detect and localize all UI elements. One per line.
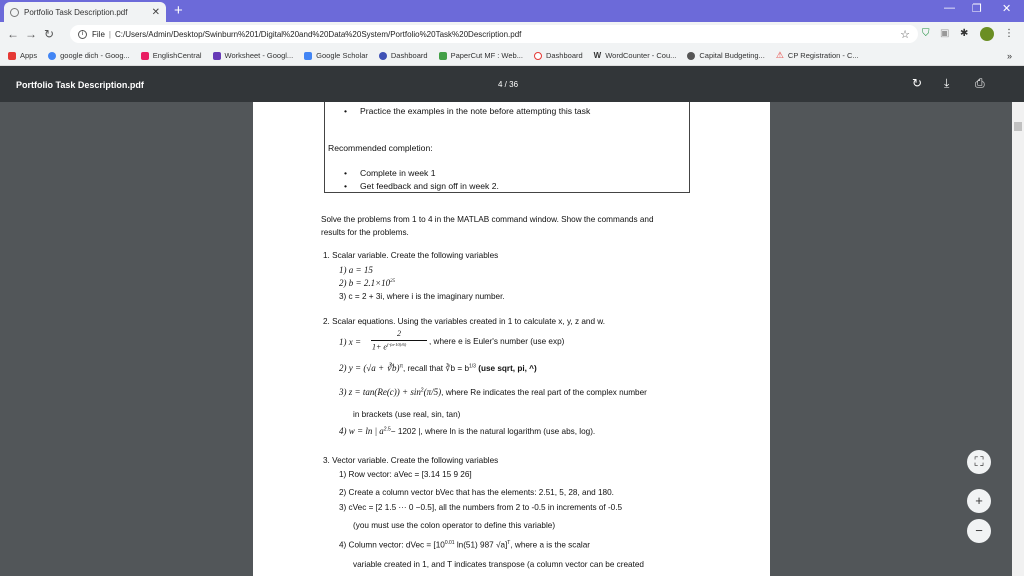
bookmark-label: Apps (20, 51, 38, 60)
q1-item-c: 3) c = 2 + 3i, where i is the imaginary number. (339, 292, 505, 301)
bookmark-label: Google Scholar (316, 51, 368, 60)
address-bar-row (0, 22, 1024, 46)
bookmark-label: Worksheet - Googl... (224, 51, 294, 60)
q2a-note: , where e is Euler's number (use exp) (429, 337, 565, 346)
tab-close-button[interactable]: ✕ (151, 6, 160, 18)
bookmark-item[interactable] (534, 51, 583, 60)
reload-icon[interactable]: ↻ (43, 27, 55, 41)
address-url: C:/Users/Admin/Desktop/Swinburn%201/Digital%20and%20Data%20System/Portfolio%20Task%20Description.pdf (114, 29, 522, 39)
minus-icon: − (975, 523, 983, 538)
cp-registration-icon: ⚠ (775, 50, 784, 60)
bookmark-item[interactable] (594, 51, 677, 60)
bookmark-label: PaperCut MF : Web... (450, 51, 523, 60)
q2a-numerator: 2 (397, 329, 401, 338)
bookmark-item[interactable] (8, 51, 37, 60)
rec-item-1: • Complete in week 1 (360, 168, 435, 178)
bookmark-item[interactable] (48, 51, 130, 60)
address-scheme: File (92, 29, 105, 39)
pdf-toolbar (0, 66, 1024, 102)
q2c-note: in brackets (use real, sin, tan) (353, 410, 461, 419)
new-tab-button[interactable]: + (174, 2, 183, 19)
fit-page-button[interactable] (967, 450, 991, 474)
question-3: 3. Vector variable. Create the following variables (323, 456, 499, 465)
bookmark-label: google dich - Goog... (60, 51, 130, 60)
bookmark-star-icon[interactable]: ☆ (900, 28, 910, 41)
bookmark-label: Dashboard (545, 51, 583, 60)
question-2: 2. Scalar equations. Using the variables created in 1 to calculate x, y, z and w. (323, 317, 606, 326)
download-icon[interactable]: ⤓ (944, 76, 950, 90)
maximize-button[interactable]: ❐ (972, 3, 982, 15)
shield-extension-icon[interactable]: ⛉ (922, 28, 930, 39)
profile-avatar[interactable] (980, 27, 994, 41)
dashboard-icon (379, 52, 387, 60)
rotate-icon[interactable]: ↻ (912, 76, 923, 90)
extensions-puzzle-icon[interactable]: ✱ (960, 28, 969, 39)
q2-item-d: 4) w = ln | $a^{2.5}- 1202$ |, where ln is the natural logarithm (use abs, log). (339, 426, 596, 436)
info-icon[interactable]: i (78, 30, 87, 39)
recommended-heading: Recommended completion: (328, 143, 433, 153)
bookmark-item[interactable] (141, 51, 202, 60)
pdf-page (253, 102, 770, 576)
bookmark-item[interactable] (304, 51, 368, 60)
bookmark-label: Capital Budgeting... (699, 51, 765, 60)
q1-item-a: 1) a = 15 (339, 265, 373, 275)
bookmarks-bar (0, 46, 1024, 66)
fit-page-icon: ⛶ (974, 454, 984, 469)
tab-strip (0, 0, 1024, 22)
zoom-out-button[interactable] (967, 519, 991, 543)
q2-item-b: 2) y = (√a + ∛b)$^\pi$, recall that ∛b = $b^{1/3}$ (use sqrt, pi, ^) (339, 363, 537, 373)
q3d-note: variable created in 1, and T indicates transpose (a column vector can be created (353, 560, 644, 569)
intro-line-2: results for the problems. (321, 228, 409, 237)
sheets-icon (213, 52, 221, 60)
intro-line-1: Solve the problems from 1 to 4 in the MATLAB command window. Show the commands and (321, 215, 654, 224)
scholar-icon (304, 52, 312, 60)
q3c-note: (you must use the colon operator to define this variable) (353, 521, 556, 530)
scrollbar-thumb[interactable] (1014, 122, 1022, 131)
bookmark-item[interactable] (379, 51, 428, 60)
close-window-button[interactable]: ✕ (1002, 3, 1012, 15)
minimize-button[interactable]: — (944, 2, 955, 14)
apps-grid-icon (8, 52, 16, 60)
bookmark-label: CP Registration - C... (787, 51, 859, 60)
q3-item-a: 1) Row vector: aVec = [3.14 15 9 26] (339, 470, 472, 479)
q3-item-c: 3) cVec = [2 1.5 ··· 0 −0.5], all the numbers from 2 to -0.5 in increments of -0.5 (339, 503, 623, 512)
browser-tab[interactable] (4, 2, 166, 22)
practice-bullet: • Practice the examples in the note before attempting this task (360, 106, 590, 116)
q3-item-d: 4) Column vector: dVec = [$10^{0.01}$ ln(51) 987 √a]$^T$, where a is the scalar (339, 540, 590, 550)
address-divider: | (108, 29, 111, 39)
address-input[interactable] (70, 25, 918, 43)
englishcentral-icon (141, 52, 149, 60)
q2a-denominator: $1+ e^{(-(a-10)/6)}$ (372, 342, 407, 352)
print-icon[interactable]: ⎙ (975, 76, 985, 90)
google-icon (48, 52, 56, 60)
screenshot-extension-icon[interactable]: ▣ (940, 28, 950, 39)
q2-item-a: 1) x = (339, 337, 362, 347)
pdf-title: Portfolio Task Description.pdf (16, 80, 144, 90)
globe-icon (10, 8, 19, 17)
back-arrow-icon[interactable]: ← (7, 27, 19, 41)
page-indicator[interactable]: 4 / 36 (498, 80, 519, 89)
bookmark-item[interactable] (213, 51, 294, 60)
zoom-in-button[interactable] (967, 489, 991, 513)
forward-arrow-icon[interactable]: → (25, 27, 37, 41)
rec-item-2: • Get feedback and sign off in week 2. (360, 181, 499, 191)
dashboard-icon (534, 52, 542, 60)
globe-icon (687, 52, 695, 60)
fraction-bar (371, 340, 427, 341)
q3-item-b: 2) Create a column vector bVec that has the elements: 2.51, 5, 28, and 180. (339, 488, 614, 497)
plus-icon: + (975, 493, 983, 508)
papercut-icon (439, 52, 447, 60)
question-1: 1. Scalar variable. Create the following variables (323, 251, 499, 260)
bookmark-item[interactable] (776, 50, 859, 61)
wordcounter-icon: W (593, 51, 602, 60)
tab-title: Portfolio Task Description.pdf (24, 7, 128, 17)
bookmark-label: EnglishCentral (152, 51, 202, 60)
bookmark-label: Dashboard (390, 51, 428, 60)
scrollbar[interactable] (1012, 102, 1024, 576)
q2-item-c: 3) $z = \tan(Re(c)) + \sin^2(\pi/5)$, where Re indicates the real part of the complex number (339, 387, 647, 397)
menu-dots-icon[interactable]: ⋮ (1004, 28, 1014, 39)
q1-item-b: 2) $b = 2.1\times 10^{25}$ (339, 278, 396, 288)
bookmarks-overflow-button[interactable]: » (1006, 50, 1012, 61)
bookmark-label: WordCounter - Cou... (605, 51, 677, 60)
bookmark-item[interactable] (687, 51, 764, 60)
bookmark-item[interactable] (439, 51, 523, 60)
